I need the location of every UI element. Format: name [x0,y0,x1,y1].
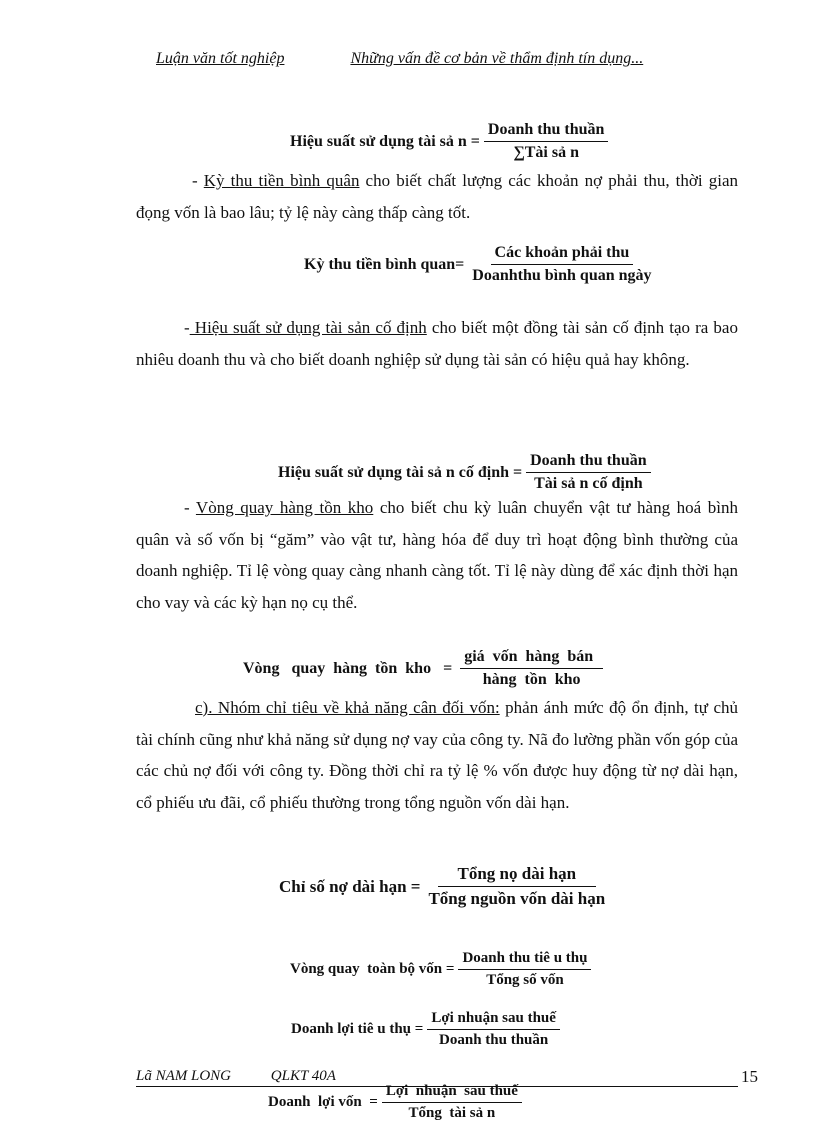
formula-lhs: Hiệu suất sử dụng tài sả n cố định = [278,463,523,481]
formula-fixed-asset-efficiency [278,452,651,493]
numerator: Lợi nhuận sau thuế [427,1010,560,1030]
formula-inventory-turnover [243,648,603,689]
fraction [460,648,603,689]
header-left: Luận văn tốt nghiệp [156,50,285,67]
page-header [156,50,643,68]
numerator: Doanh thu thuần [484,121,609,142]
fraction [484,121,609,162]
formula-lhs: Kỳ thu tiền bình quan= [304,255,465,273]
denominator: Tổng tài sả n [408,1105,496,1121]
formula-lhs: Doanh lợi tiê u thụ = [291,1021,424,1037]
denominator: Doanhthu bình quan ngày [472,267,652,284]
numerator: giá vốn hàng bán [460,648,603,669]
paragraph-fixed-asset-efficiency: - Hiệu suất sử dụng tài sản cố định cho biết một đồng tài sản cố định tạo ra bao nhiêu doanh thu và cho biết doanh nghiệp sử dụng tài sản có hiệu quả hay không. [136,318,738,369]
formula-capital-profitability [268,1083,522,1122]
numerator: Lợi nhuận sau thuế [382,1083,522,1103]
formula-lhs: Doanh lợi vốn = [268,1094,378,1110]
fraction [468,244,655,285]
fraction [427,1010,560,1049]
page-number: 15 [741,1067,758,1086]
formula-lhs: Vòng quay hàng tồn kho = [243,659,453,677]
formula-collection-period [304,244,656,285]
header-right: Những vấn đề cơ bản về thẩm định tín dụng... [350,50,644,67]
denominator: Tài sả n cố định [534,475,643,492]
formula-total-capital-turnover [290,950,591,989]
denominator: Tổng số vốn [486,972,564,988]
term-underlined: c). Nhóm chỉ tiêu về khả năng cân đối vốn: [195,698,500,717]
formula-lhs: Hiệu suất sử dụng tài sả n = [290,132,480,150]
term-underlined: Hiệu suất sử dụng tài sản cố định [189,318,427,337]
paragraph-inventory-turnover: - Vòng quay hàng tồn kho cho biết chu kỳ luân chuyển vật tư hàng hoá bình quân và số vốn bị “găm” vào vật tư, hàng hóa để duy trì hoạt động bình thường của doanh nghiệp. Tỉ lệ vòng quay càng nhanh càng tốt. Tỉ lệ này dùng để xác định thời hạn cho vay và các kỳ hạn nọ cụ thể. [136,498,738,613]
denominator: ∑Tài sả n [513,144,579,161]
numerator: Doanh thu thuần [526,452,651,473]
term-underlined: Kỳ thu tiền bình quân [203,171,360,190]
formula-lhs: Vòng quay toàn bộ vốn = [290,961,455,977]
fraction [424,864,609,909]
fraction [382,1083,522,1122]
fraction [526,452,651,493]
denominator: Tổng nguồn vốn dài hạn [428,889,606,908]
formula-long-term-debt-ratio [279,864,609,909]
term-underlined: Vòng quay hàng tồn kho [195,498,374,517]
fraction [458,950,591,989]
paragraph-collection-period: - Kỳ thu tiền bình quân cho biết chất lượng các khoản nợ phải thu, thời gian đọng vốn là bao lâu; tỷ lệ này càng thấp càng tốt. [136,171,738,222]
numerator: Doanh thu tiê u thụ [458,950,591,970]
footer-author: Lã NAM LONG [136,1068,232,1084]
denominator: hàng tồn kho [482,671,581,688]
formula-asset-efficiency [290,121,608,162]
denominator: Doanh thu thuần [439,1032,549,1048]
formula-lhs: Chỉ số nợ dài hạn = [279,876,421,896]
numerator: Tổng nọ dài hạn [438,864,597,887]
formula-sales-profitability [291,1010,560,1049]
footer-class: QLKT 40A [270,1068,336,1084]
numerator: Các khoản phải thu [491,244,634,265]
paragraph-capital-balance: c). Nhóm chỉ tiêu về khả năng cân đối vốn: phản ánh mức độ ổn định, tự chủ tài chính cũng như khả năng sử dụng nợ vay của công ty. Nã đo lường phần vốn góp của các chủ nợ đối với công ty. Đồng thời chỉ ra tỷ lệ % vốn được huy động từ nợ dài hạn, cổ phiếu ưu đãi, cổ phiếu thường trong tổng nguồn vốn dài hạn. [136,698,739,813]
